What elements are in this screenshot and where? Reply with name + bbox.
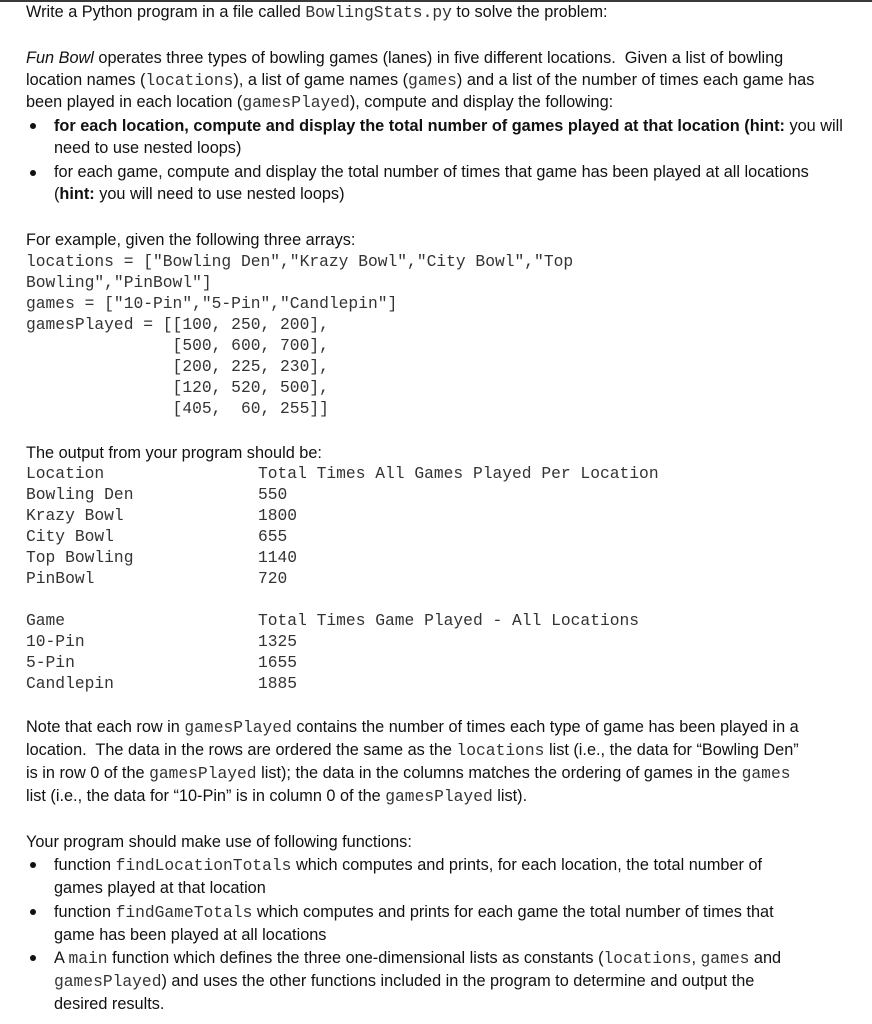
- heading-filename: BowlingStats.py: [305, 3, 452, 22]
- function-text: which computes and prints for each game the total number of times that: [252, 903, 774, 921]
- function-1-line-1: [54, 855, 762, 876]
- game-header-col1: Game: [26, 611, 66, 630]
- location-total: 1140: [258, 548, 298, 567]
- example-intro: For example, given the following three arrays:: [26, 231, 356, 249]
- note-text: location. The data in the rows are ordered the same as the: [26, 741, 457, 759]
- code-line: [405, 60, 255]]: [26, 399, 329, 418]
- bullet-text: need to use nested loops): [54, 139, 242, 157]
- game-name: Candlepin: [26, 674, 114, 693]
- location-header-col2: Total Times All Games Played Per Location: [258, 464, 659, 483]
- intro-line-2: [26, 70, 814, 91]
- function-3-line-3: desired results.: [54, 995, 165, 1013]
- heading-text-end: to solve the problem:: [451, 3, 608, 21]
- location-header-col1: Location: [26, 464, 105, 483]
- bullet-dot: [30, 862, 36, 868]
- note-text: Note that each row in: [26, 718, 185, 736]
- code-line: Bowling","PinBowl"]: [26, 273, 212, 292]
- function-text: ,: [691, 949, 701, 967]
- bullet-dot: [30, 123, 36, 129]
- bullet-text: you will: [784, 117, 843, 135]
- code-line: locations = ["Bowling Den","Krazy Bowl","City Bowl","Top: [26, 252, 574, 271]
- intro-line-3: [26, 92, 613, 113]
- code-locations: locations: [603, 949, 692, 968]
- bullet-location-line-2: [54, 138, 241, 159]
- note-line-1: [26, 717, 799, 738]
- function-text: ) and uses the other functions included in the program to determine and output the: [161, 972, 755, 990]
- code-gamesplayed: gamesPlayed: [242, 93, 350, 112]
- note-text: contains the number of times each type of game has been played in a: [291, 718, 799, 736]
- code-gamesplayed: gamesPlayed: [149, 764, 257, 783]
- code-line: [500, 600, 700],: [26, 336, 329, 355]
- hint-label: hint:: [749, 117, 785, 135]
- function-text: and: [749, 949, 782, 967]
- code-games: games: [700, 949, 750, 968]
- bullet-text: for each location, compute and display the total number of games played at that location (: [54, 117, 750, 135]
- function-2-line-1: [54, 902, 774, 923]
- game-header-col2: Total Times Game Played - All Locations: [258, 611, 640, 630]
- note-text: list); the data in the columns matches the ordering of games in the: [256, 764, 742, 782]
- location-name: Top Bowling: [26, 548, 134, 567]
- function-3-line-1: [54, 948, 781, 969]
- code-gamesplayed: gamesPlayed: [385, 787, 493, 806]
- code-line: [200, 225, 230],: [26, 357, 329, 376]
- function-3-line-2: [54, 971, 754, 992]
- bullet-dot: [30, 909, 36, 915]
- function-text: function which defines the three one-dimensional lists as constants (: [107, 949, 604, 967]
- location-name: Bowling Den: [26, 485, 134, 504]
- function-text: function: [54, 903, 116, 921]
- code-main: main: [68, 949, 108, 968]
- bullet-dot: [30, 170, 36, 176]
- intro-text: ), compute and display the following:: [349, 93, 614, 111]
- code-locations: locations: [456, 741, 545, 760]
- note-text: list).: [492, 787, 528, 805]
- function-text: function: [54, 856, 116, 874]
- game-total: 1885: [258, 674, 298, 693]
- game-total: 1655: [258, 653, 298, 672]
- location-name: PinBowl: [26, 569, 95, 588]
- code-line: games = ["10-Pin","5-Pin","Candlepin"]: [26, 294, 398, 313]
- intro-text: location names (: [26, 71, 146, 89]
- bullet-text: (: [54, 185, 60, 203]
- hint-label: hint:: [59, 185, 95, 203]
- location-name: Krazy Bowl: [26, 506, 124, 525]
- intro-text: been played in each location (: [26, 93, 243, 111]
- note-text: list (i.e., the data for “10-Pin” is in column 0 of the: [26, 787, 386, 805]
- code-findlocationtotals: findLocationTotals: [115, 856, 292, 875]
- code-gamesplayed: gamesPlayed: [184, 718, 292, 737]
- location-total: 720: [258, 569, 288, 588]
- note-line-4: [26, 786, 527, 807]
- code-findgametotals: findGameTotals: [115, 903, 253, 922]
- note-line-3: [26, 763, 791, 784]
- bullet-text: you will need to use nested loops): [94, 185, 345, 203]
- game-name: 5-Pin: [26, 653, 75, 672]
- function-2-line-2: game has been played at all locations: [54, 926, 327, 944]
- note-text: is in row 0 of the: [26, 764, 150, 782]
- output-intro: The output from your program should be:: [26, 444, 322, 462]
- bullet-game-line-2: [54, 184, 345, 205]
- function-text: which computes and prints, for each location, the total number of: [291, 856, 763, 874]
- function-1-line-2: games played at that location: [54, 879, 266, 897]
- code-locations: locations: [145, 71, 234, 90]
- location-name: City Bowl: [26, 527, 114, 546]
- function-text: A: [54, 949, 69, 967]
- code-line: gamesPlayed = [[100, 250, 200],: [26, 315, 329, 334]
- location-total: 655: [258, 527, 288, 546]
- fun-bowl-name: Fun Bowl: [26, 49, 94, 67]
- bullet-game-line-1: [54, 162, 809, 183]
- bullet-dot: [30, 955, 36, 961]
- heading: [26, 2, 608, 23]
- bullet-text: for each game, compute and display the total number of times that game has been played at all locations: [54, 163, 809, 181]
- intro-text: ) and a list of the number of times each game has: [456, 71, 815, 89]
- bullet-location-line-1: [54, 116, 843, 137]
- code-games: games: [408, 71, 457, 90]
- code-games: games: [741, 764, 791, 783]
- location-total: 1800: [258, 506, 298, 525]
- code-gamesplayed: gamesPlayed: [54, 972, 162, 991]
- code-line: [120, 520, 500],: [26, 378, 329, 397]
- intro-line-1: [26, 48, 783, 69]
- game-total: 1325: [258, 632, 298, 651]
- game-name: 10-Pin: [26, 632, 85, 651]
- intro-text: ), a list of game names (: [233, 71, 409, 89]
- note-text: list (i.e., the data for “Bowling Den”: [544, 741, 799, 759]
- heading-text: Write a Python program in a file called: [26, 3, 306, 21]
- location-total: 550: [258, 485, 288, 504]
- functions-intro: Your program should make use of following functions:: [26, 833, 412, 851]
- intro-text: operates three types of bowling games (lanes) in five different locations. Given a list of bowling: [93, 49, 784, 67]
- note-line-2: [26, 740, 799, 761]
